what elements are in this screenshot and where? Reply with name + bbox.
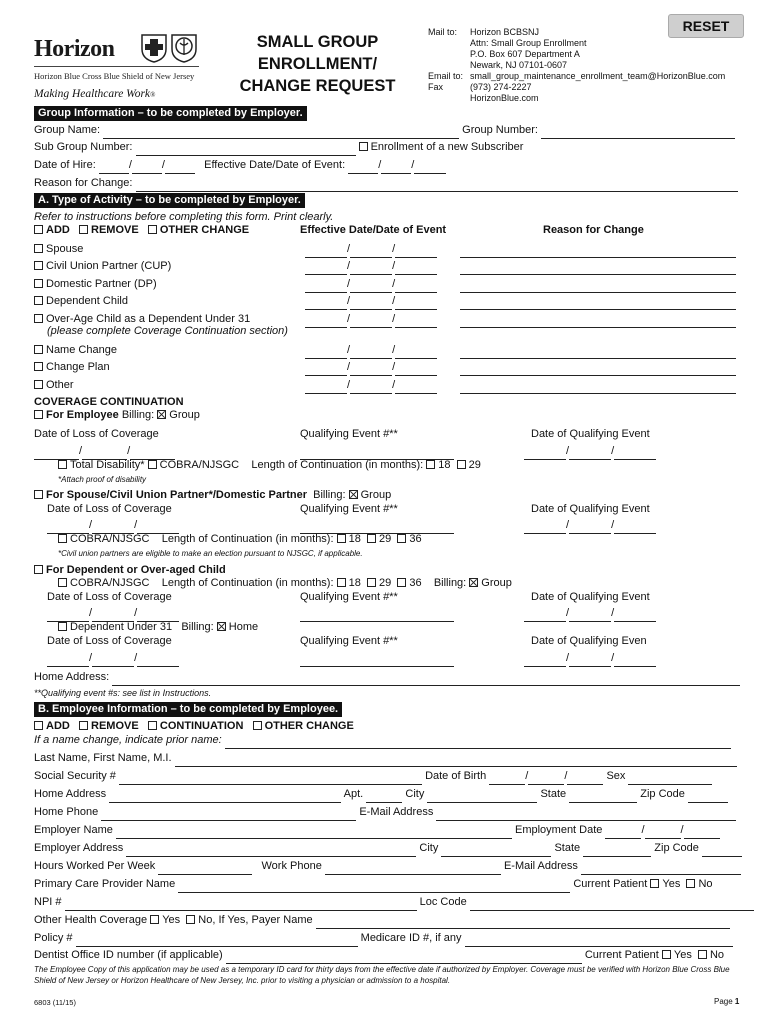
activity-item-label: Dependent Child [46, 295, 128, 307]
dep-date-loss-label: Date of Loss of Coverage [47, 591, 172, 603]
activity-reason-field[interactable] [460, 317, 736, 328]
for-spouse-row: For Spouse/Civil Union Partner*/Domestic Partner Billing: Group [34, 487, 736, 504]
dep31-date-qualifying-label: Date of Qualifying Even [531, 635, 647, 647]
dep31-loss-year[interactable] [137, 656, 179, 667]
date-of-hire-row: Date of Hire: / / Effective Date/Date of Event: / / [34, 157, 736, 174]
pcp-row: Primary Care Provider Name Current Patient Yes No [34, 876, 736, 893]
spouse-36-checkbox[interactable] [397, 534, 406, 543]
ssn-row: Social Security # Date of Birth / / Sex [34, 768, 736, 785]
activity-date-month[interactable] [305, 365, 347, 376]
spouse-date-qualifying-label: Date of Qualifying Event [531, 503, 650, 515]
home-address-row: Home Address Apt. City State Zip Code [34, 786, 736, 803]
activity-date-month[interactable] [305, 247, 347, 258]
dep-qualifying-label: Qualifying Event #** [300, 591, 398, 603]
emp-qualifying-date: / / [524, 443, 656, 460]
reason-field[interactable] [136, 181, 738, 192]
sub-group-number-field[interactable] [136, 145, 356, 156]
effective-month-field[interactable] [348, 163, 378, 174]
work-phone-field[interactable] [325, 864, 501, 875]
dep31-date-loss-label: Date of Loss of Coverage [47, 635, 172, 647]
sex-field[interactable] [628, 774, 712, 785]
dentist-row: Dentist Office ID number (if applicable) Current Patient Yes No [34, 947, 736, 964]
sub-group-row: Sub Group Number: Enrollment of a new Subscriber [34, 139, 736, 156]
employee-billing-group-checkbox[interactable] [157, 410, 166, 419]
employer-city-field[interactable] [441, 846, 551, 857]
activity-date-day[interactable] [350, 247, 392, 258]
activity-date-day[interactable] [350, 317, 392, 328]
work-email-field[interactable] [581, 864, 741, 875]
activity-date-month[interactable] [305, 348, 347, 359]
coverage-heading: COVERAGE CONTINUATION [34, 396, 184, 408]
npi-field[interactable] [65, 900, 417, 911]
activity-effective-date: / / [305, 293, 437, 310]
attach-proof-note: *Attach proof of disability [58, 475, 147, 484]
activity-date-month[interactable] [305, 299, 347, 310]
bcbs-logo-icon [140, 29, 200, 63]
col-reason: Reason for Change [543, 224, 644, 236]
loc-code-field[interactable] [470, 900, 754, 911]
for-employee-checkbox[interactable] [34, 410, 43, 419]
prior-name-field[interactable] [225, 738, 731, 749]
spouse-18-checkbox[interactable] [337, 534, 346, 543]
col-effective-date: Effective Date/Date of Event [300, 224, 447, 236]
pcp-current-no-checkbox[interactable] [686, 879, 695, 888]
activity-item-label: Other [46, 379, 74, 391]
dependent-18-checkbox[interactable] [337, 578, 346, 587]
activity-item-label: Spouse [46, 243, 84, 255]
activity-reason-field[interactable] [460, 247, 736, 258]
activity-date-day[interactable] [350, 299, 392, 310]
employee-add-checkbox[interactable] [34, 721, 43, 730]
emp-date-qualifying-label: Date of Qualifying Event [531, 428, 650, 440]
activity-reason-field[interactable] [460, 348, 736, 359]
dep31-dates-row: / / [47, 650, 736, 667]
employer-name-field[interactable] [116, 828, 512, 839]
activity-date-year[interactable] [395, 282, 437, 293]
activity-effective-date: / / [305, 311, 437, 328]
activity-other-change-checkbox[interactable] [148, 225, 157, 234]
activity-item-label: Over-Age Child as a Dependent Under 31 [46, 313, 251, 325]
activity-date-year[interactable] [395, 383, 437, 394]
dob-month[interactable] [489, 774, 525, 785]
activity-reason-field[interactable] [460, 282, 736, 293]
emp-date-loss-label: Date of Loss of Coverage [34, 428, 159, 440]
activity-reason-field[interactable] [460, 365, 736, 376]
dob-day[interactable] [528, 774, 564, 785]
employment-month[interactable] [605, 828, 641, 839]
group-number-field[interactable] [541, 128, 735, 139]
dependent-29-checkbox[interactable] [367, 578, 376, 587]
activity-date-day[interactable] [350, 264, 392, 275]
activity-date-month[interactable] [305, 264, 347, 275]
reset-button[interactable]: RESET [668, 14, 744, 38]
home-phone-field[interactable] [101, 810, 356, 821]
page-number: Page 1 [714, 997, 740, 1006]
spouse-date-loss-label: Date of Loss of Coverage [47, 503, 172, 515]
activity-item-checkbox[interactable] [34, 380, 43, 389]
tagline: Making Healthcare Work® [34, 88, 156, 100]
dep-qualifying-date: / / [524, 605, 656, 622]
effective-day-field[interactable] [381, 163, 411, 174]
spouse-dates-row: / / [47, 517, 736, 534]
disclaimer: The Employee Copy of this application may be used as a temporary ID card for thirty days from the effective date if authorized by Employer. Coverage must be verified with Horizon Blue Cross Blue Shield of New Jersey or Horizon Healthcare of New Jersey, Inc. prior to visiting a physician or admission to a hospital. [34, 965, 730, 985]
dentist-field[interactable] [226, 953, 582, 964]
hire-month-field[interactable] [99, 163, 129, 174]
home-state-field[interactable] [569, 792, 637, 803]
medicare-field[interactable] [465, 936, 733, 947]
activity-date-year[interactable] [395, 348, 437, 359]
activity-date-month[interactable] [305, 317, 347, 328]
emp-cobra-checkbox[interactable] [148, 460, 157, 469]
logo-subtitle: Horizon Blue Cross Blue Shield of New Jersey [34, 71, 195, 81]
activity-item-label: Change Plan [46, 361, 110, 373]
emp-dates-row: / / [34, 443, 736, 460]
email-field[interactable] [436, 810, 736, 821]
dep31-qualifying-field[interactable] [300, 656, 454, 667]
dentist-current-yes-checkbox[interactable] [662, 950, 671, 959]
mailing-info: Mail to: Horizon BCBSNJ Attn: Small Group Enrollment P.O. Box 607 Department A Newark, NJ 07101-0607 Email to: small_group_maintenance_enrollment_team@HorizonBlue.com Fax (973) 274-2227 HorizonBlue.com [428, 27, 726, 103]
spouse-qualifying-date: / / [524, 517, 656, 534]
full-name-field[interactable] [175, 756, 737, 767]
home-zip-field[interactable] [688, 792, 728, 803]
spouse-continuation-row: COBRA/NJSGC Length of Continuation (in months): 18 29 36 [58, 531, 736, 548]
ssn-field[interactable] [119, 774, 422, 785]
effective-year-field[interactable] [414, 163, 446, 174]
dep-dates-row: / / [47, 605, 736, 622]
total-disability-checkbox[interactable] [58, 460, 67, 469]
dependent-billing-group-checkbox[interactable] [469, 578, 478, 587]
policy-row: Policy # Medicare ID #, if any [34, 930, 736, 947]
activity-date-day[interactable] [350, 383, 392, 394]
activity-effective-date: / / [305, 241, 437, 258]
emp-29-checkbox[interactable] [457, 460, 466, 469]
activity-remove-checkbox[interactable] [79, 225, 88, 234]
employment-day[interactable] [645, 828, 681, 839]
dep31-qual-year[interactable] [614, 656, 656, 667]
pcp-current-yes-checkbox[interactable] [650, 879, 659, 888]
dependent-under-31-checkbox[interactable] [58, 622, 67, 631]
activity-reason-field[interactable] [460, 264, 736, 275]
for-dependent-checkbox[interactable] [34, 565, 43, 574]
employee-continuation-checkbox[interactable] [148, 721, 157, 730]
activity-date-year[interactable] [395, 299, 437, 310]
dependent-under-31-row: Dependent Under 31 Billing: Home [58, 619, 736, 636]
employer-address-row: Employer Address City State Zip Code [34, 840, 736, 857]
emp-18-checkbox[interactable] [426, 460, 435, 469]
coverage-home-address-field[interactable] [112, 675, 740, 686]
for-spouse-checkbox[interactable] [34, 490, 43, 499]
other-health-no-checkbox[interactable] [186, 915, 195, 924]
for-employee-row: For Employee Billing: Group [34, 407, 736, 424]
activity-date-day[interactable] [350, 348, 392, 359]
dependent-billing-home-checkbox[interactable] [217, 622, 226, 631]
dependent-36-checkbox[interactable] [397, 578, 406, 587]
activity-item-label: Domestic Partner (DP) [46, 278, 157, 290]
dep31-loss-day[interactable] [92, 656, 134, 667]
employee-remove-checkbox[interactable] [79, 721, 88, 730]
employment-year[interactable] [684, 828, 720, 839]
employer-state-field[interactable] [583, 846, 651, 857]
reason-row: Reason for Change: [34, 175, 736, 192]
hours-row: Hours Worked Per Week Work Phone E-Mail Address [34, 858, 736, 875]
horizon-logo: Horizon [34, 36, 115, 62]
activity-effective-date: / / [305, 342, 437, 359]
activity-type-row: ADD REMOVE OTHER CHANGE [34, 222, 736, 239]
activity-instructions: Refer to instructions before completing this form. Print clearly. [34, 211, 334, 223]
activity-date-month[interactable] [305, 282, 347, 293]
dep-date-qualifying-label: Date of Qualifying Event [531, 591, 650, 603]
npi-row: NPI # Loc Code [34, 894, 736, 911]
group-name-row: Group Name: Group Number: [34, 122, 736, 139]
employer-address-field[interactable] [126, 846, 416, 857]
other-health-yes-checkbox[interactable] [150, 915, 159, 924]
activity-item-checkbox[interactable] [34, 244, 43, 253]
activity-reason-field[interactable] [460, 383, 736, 394]
activity-item-checkbox[interactable] [34, 279, 43, 288]
activity-effective-date: / / [305, 359, 437, 376]
emp-qualifying-label: Qualifying Event #** [300, 428, 398, 440]
activity-bar: A. Type of Activity – to be completed by Employer. [34, 193, 305, 208]
employee-info-bar: B. Employee Information – to be completed by Employee. [34, 702, 342, 717]
activity-item-checkbox[interactable] [34, 314, 43, 323]
dep31-qual-month[interactable] [524, 656, 566, 667]
activity-effective-date: / / [305, 276, 437, 293]
hire-year-field[interactable] [165, 163, 195, 174]
apt-field[interactable] [366, 792, 402, 803]
activity-effective-date: / / [305, 258, 437, 275]
activity-effective-date: / / [305, 377, 437, 394]
coverage-home-address-row: Home Address: [34, 669, 736, 686]
dep31-qual-day[interactable] [569, 656, 611, 667]
policy-field[interactable] [76, 936, 358, 947]
pcp-field[interactable] [178, 882, 570, 893]
spouse-29-checkbox[interactable] [367, 534, 376, 543]
name-row: Last Name, First Name, M.I. [34, 750, 736, 767]
logo-divider [34, 66, 199, 67]
activity-date-year[interactable] [395, 365, 437, 376]
enroll-new-subscriber-checkbox[interactable] [359, 142, 368, 151]
other-health-row: Other Health Coverage Yes No, If Yes, Payer Name [34, 912, 736, 929]
hours-field[interactable] [158, 864, 252, 875]
employer-zip-field[interactable] [702, 846, 742, 857]
spouse-cobra-checkbox[interactable] [58, 534, 67, 543]
activity-date-year[interactable] [395, 317, 437, 328]
overage-note: (please complete Coverage Continuation section) [47, 325, 288, 337]
group-info-bar: Group Information – to be completed by Employer. [34, 106, 307, 121]
spouse-billing-group-checkbox[interactable] [349, 490, 358, 499]
activity-add-checkbox[interactable] [34, 225, 43, 234]
civil-union-note: *Civil union partners are eligible to make an election pursuant to NJSGC, if applicable. [58, 549, 363, 558]
activity-item-checkbox[interactable] [34, 261, 43, 270]
employee-other-change-checkbox[interactable] [253, 721, 262, 730]
home-phone-row: Home Phone E-Mail Address [34, 804, 736, 821]
spouse-qualifying-label: Qualifying Event #** [300, 503, 398, 515]
home-address-field[interactable] [109, 792, 341, 803]
dependent-cobra-checkbox[interactable] [58, 578, 67, 587]
dependent-continuation-row: COBRA/NJSGC Length of Continuation (in months): 18 29 36 Billing: Group [58, 575, 736, 592]
activity-item-checkbox[interactable] [34, 296, 43, 305]
emp-continuation-row: Total Disability* COBRA/NJSGC Length of Continuation (in months): 18 29 [58, 457, 736, 474]
prior-name-row: If a name change, indicate prior name: [34, 732, 736, 749]
qualifying-note: **Qualifying event #s: see list in Instructions. [34, 688, 212, 698]
home-city-field[interactable] [427, 792, 537, 803]
employee-activity-row: ADD REMOVE CONTINUATION OTHER CHANGE [34, 718, 736, 735]
activity-date-day[interactable] [350, 365, 392, 376]
for-dependent-row: For Dependent or Over-aged Child [34, 562, 736, 579]
hire-day-field[interactable] [132, 163, 162, 174]
dentist-current-no-checkbox[interactable] [698, 950, 707, 959]
form-code: 6803 (11/15) [34, 998, 76, 1007]
activity-date-year[interactable] [395, 247, 437, 258]
dep31-qualifying-date: / / [524, 650, 656, 667]
group-name-field[interactable] [103, 128, 459, 139]
dep31-loss-month[interactable] [47, 656, 89, 667]
employer-name-row: Employer Name Employment Date / / [34, 822, 736, 839]
activity-item-checkbox[interactable] [34, 362, 43, 371]
form-title: SMALL GROUP ENROLLMENT/ CHANGE REQUEST [239, 33, 396, 95]
payer-name-field[interactable] [316, 918, 730, 929]
activity-date-day[interactable] [350, 282, 392, 293]
activity-item-checkbox[interactable] [34, 345, 43, 354]
activity-item-label: Name Change [46, 344, 117, 356]
activity-reason-field[interactable] [460, 299, 736, 310]
activity-item-label: Civil Union Partner (CUP) [46, 260, 172, 272]
dep31-qualifying-label: Qualifying Event #** [300, 635, 398, 647]
activity-date-year[interactable] [395, 264, 437, 275]
dob-year[interactable] [567, 774, 603, 785]
activity-date-month[interactable] [305, 383, 347, 394]
